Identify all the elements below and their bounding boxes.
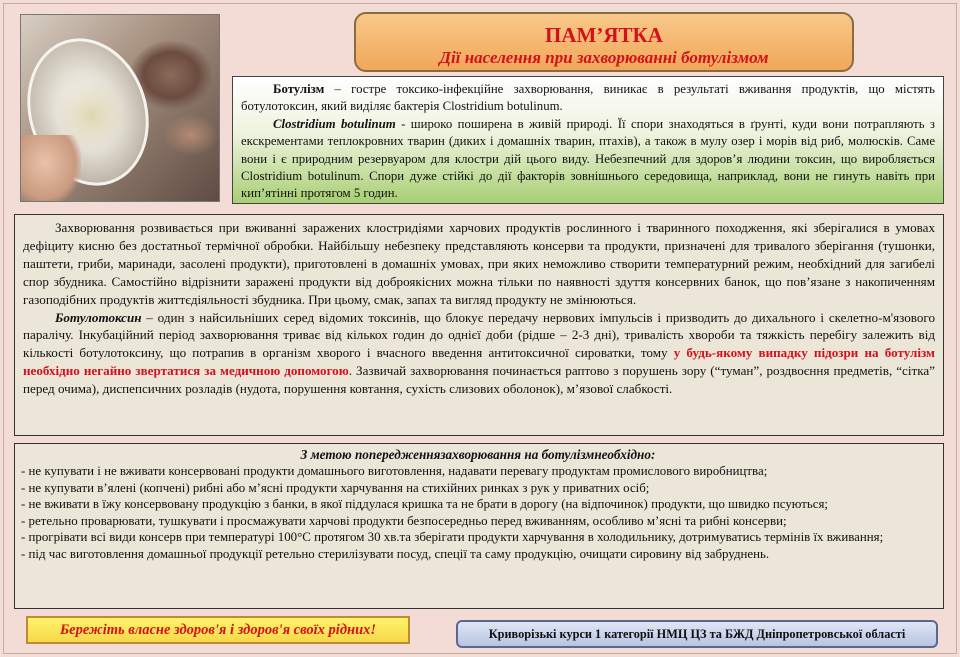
toxin-text-a: – один з найсильніших серед відомих токсинів, що блокує передачу нервових імпульсів і призводить до дихального і скелетно-м'язового паралічу. Інкубаційний період захворювання триває від кількох годин до однієї доби (рідше – 2-3 дні), тривалість хвороби та тяжкість перебігу залежить від кількості ботулотоксину, що потрапив в організм хворого і вчасного введення антитоксичної сироватки, тому <box>23 309 935 361</box>
list-item: - прогрівати всі види консерв при температурі 100°С протягом 30 хв.та зберігати продукти харчування в холодильнику, дотримуватись термінів їх вживання; <box>21 530 884 545</box>
prevention-title: З метою попередженнязахворювання на ботулізмнеобхідно: <box>300 447 656 462</box>
botulism-definition <box>241 81 935 116</box>
disease-description-panel <box>14 214 944 436</box>
disease-paragraph: Захворювання розвивається при вживанні заражених клостридіями харчових продуктів рослинного і тваринного походження, які зберігалися в умовах дефіциту кисню без достатньої термічної обробки. Найбільшу небезпеку представляють консерви та продукти, призначені для тривалого зберігання (тушонки, паштети, гриби, маринади, засолені продукти), приготовлені в домашніх умовах, при яких неможливо створити температурний режим, необхідний для загибелі спор збудника. Самостійно відрізнити заражені продукти від доброякісних можна тільки по наявності здуття консервних банок, що пов’язане з накопиченням газоподібних продуктів життєдіяльності збудника. При цьому, смак, запах та вигляд продукту не змінюються. <box>23 220 935 307</box>
petri-dish-photo <box>20 14 220 202</box>
toxin-term: Ботулотоксин <box>55 309 142 325</box>
list-item: - під час виготовлення домашньої продукції ретельно стерилізувати посуд, спеції та саму продукцію, очищати сировину від забруднень. <box>21 546 770 561</box>
page-title: ПАМ’ЯТКА <box>545 23 663 47</box>
list-item: - не купувати і не вживати консервовані продукти домашнього виготовлення, надавати перевагу продуктам промислового виробництва; <box>21 464 768 478</box>
toxin-paragraph <box>23 309 935 399</box>
toxin-text-b: . Зазвичай захворювання починається раптово з порушень зору (“туман”, роздвоєння предметів, “сітка” перед очима), диспепсичних розладів (нудота, порушення ковтання, сухість слизових оболонок), м’язової слабкості. <box>23 363 935 397</box>
health-slogan: Бережіть власне здоров'я і здоров'я своїх рідних! <box>26 616 410 644</box>
title-banner <box>354 12 854 72</box>
list-item: - не вживати в їжу консервовану продукцію з банки, в якої піддулася кришка та не брати в дорогу (на відпочинок) продукти, що швидко псуються; <box>21 497 828 512</box>
page-subtitle: Дії населення при захворюванні ботулізмом <box>439 48 769 67</box>
clostridium-term: Clostridium botulinum <box>273 116 396 131</box>
list-item: - ретельно проварювати, тушкувати і просмажувати харчові продукти безпосередньо перед вживанням, особливо м’ясні та рибні консерви; <box>21 513 787 528</box>
organization-credit: Криворізькі курси 1 категорії НМЦ ЦЗ та БЖД Дніпропетровської області <box>456 620 938 648</box>
botulism-text: – гостре токсико-інфекційне захворювання, виникає в результаті вживання продуктів, що містять ботулотоксин, який виділяє бактерія Clostridium botulinum. <box>241 82 935 114</box>
medical-help-warning: у будь-якому випадку підозри на ботулізм необхідно негайно звертатися за медичною допомогою <box>23 345 935 379</box>
definition-panel <box>232 76 944 204</box>
botulism-term: Ботулізм <box>273 82 325 96</box>
clostridium-text: - широко поширена в живій природі. Її спори знаходяться в ґрунті, куди вони потрапляють з екскрементами теплокровних тварин (диких і домашніх тварин, птахів), а також в мулу озер і морів від риб, молюсків. Саме вони і є природним резервуаром для клостри дій цього виду. Небезпечний для здоров’я людини токсин, що виробляється Clostridium botulinum. Спори дуже стійкі до дії факторів зовнішнього середовища, наприклад, вони не гинуть навіть при кип’ятінні протягом 5 годин. <box>241 116 935 201</box>
prevention-panel <box>14 443 944 609</box>
clostridium-definition <box>241 116 935 203</box>
hand <box>21 135 81 202</box>
list-item: - не купувати в’ялені (копчені) рибні або м’ясні продукти харчування на стихійних ринках з рук у приватних осіб; <box>21 480 650 495</box>
